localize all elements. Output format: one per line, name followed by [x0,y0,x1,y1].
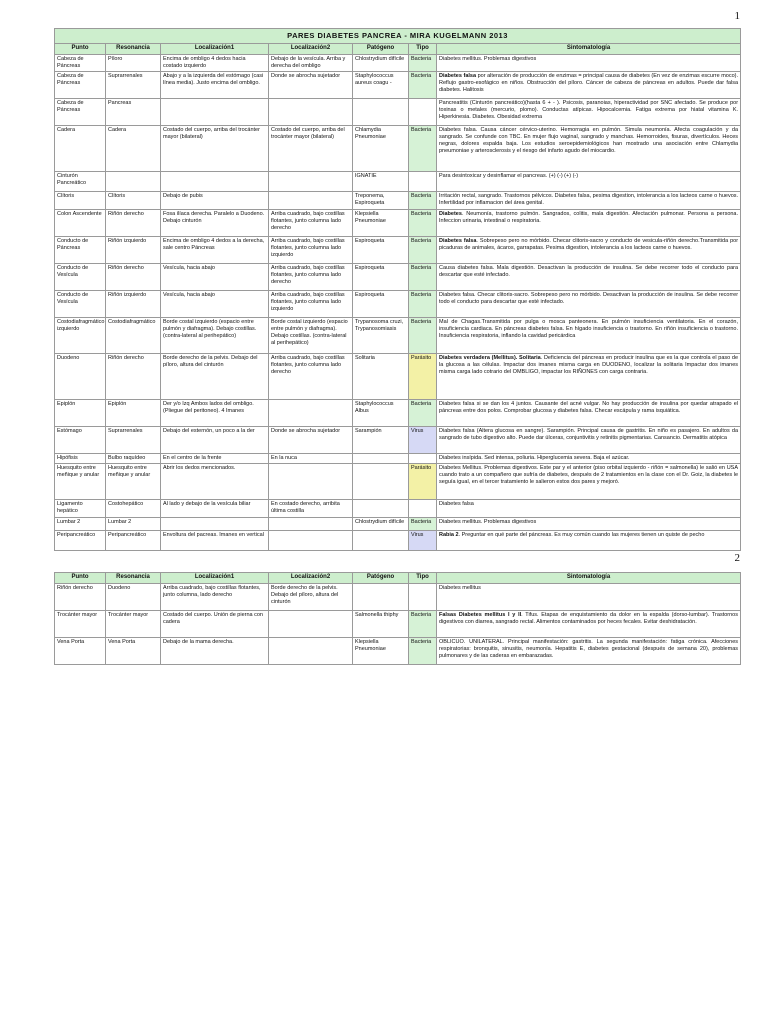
cell-resonancia: Vena Porta [106,637,161,664]
table-title: PARES DIABETES PANCREA - MIRA KUGELMANN 2013 [55,29,741,44]
cell-punto: Colon Ascendente [55,209,106,236]
symptom-bold: Falsas Diabetes mellitus I y II [439,611,522,618]
cell-resonancia: Peripancreático [106,530,161,550]
cell-localizacion2: En costado derecho, arribita última costilla [269,499,353,517]
column-header: Resonancia [106,43,161,54]
column-header: Sintomatología [437,573,741,584]
cell-tipo [409,453,437,463]
cell-localizacion1 [161,98,269,125]
cell-localizacion1 [161,517,269,530]
cell-patogeno: Espiroqueta [353,290,409,317]
cell-localizacion2: Donde se abrocha sujetador [269,426,353,453]
cell-patogeno [353,98,409,125]
cell-sintomatologia [437,209,741,236]
cell-sintomatologia [437,236,741,263]
symptom-text: Pancreatitis (Cinturón pancreático)(hasta 6 + - ). Psicosis, paranoias, hiperactividad por SNC afectado. Se produce por toxinas o metales (mercurio, plomo). Conductas atípicas. Hipocalcemia. Fatiga extrema por hiatal vitamina K. Hiperkinesia. Diabetes. Obesidad extrema [439,99,739,121]
cell-resonancia: Suprarrenales [106,426,161,453]
cell-tipo: Virus [409,426,437,453]
cell-resonancia: Costodiafragmático [106,317,161,353]
header-row [55,43,741,54]
header-row [55,573,741,584]
cell-localizacion1: Debajo del esternón, un poco a la der [161,426,269,453]
cell-resonancia: Bulbo raquídeo [106,453,161,463]
symptom-text: . Tifus. Etapas de enquistamiento da dolor en la espalda (dorso-lumbar). Trastornos digestivos con diarrea, sangrado rectal. Alimentos contaminados por heces fecales. Evitar deshidratación. [439,611,738,625]
cell-localizacion1: Encima de ombligo 4 dedos hacia costado izquierdo [161,54,269,71]
cell-tipo [409,171,437,191]
cell-localizacion2 [269,610,353,637]
symptom-bold: Rabia 2 [439,531,459,538]
cell-sintomatologia [437,98,741,125]
cell-resonancia: Duodeno [106,583,161,610]
cell-resonancia: Cadera [106,125,161,171]
cell-tipo: Bacteria [409,290,437,317]
cell-localizacion2: Arriba cuadrado, bajo costillas flotantes, junto columna lado derecho [269,353,353,399]
cell-resonancia: Riñón derecho [106,209,161,236]
cell-tipo: Bacteria [409,191,437,209]
cell-resonancia: Lumbar 2 [106,517,161,530]
table-row [55,637,741,664]
cell-localizacion1: Borde costal izquierdo (espacio entre pulmón y diafragma). Debajo costillas. (contra-lateral al perihepático) [161,317,269,353]
cell-localizacion1: Borde derecho de la pelvis. Debajo del píloro, altura del cinturón [161,353,269,399]
cell-localizacion1: Debajo de pubis [161,191,269,209]
cell-punto: Epiplón [55,399,106,426]
column-header: Localización1 [161,573,269,584]
cell-tipo: Virus [409,530,437,550]
table-row [55,290,741,317]
cell-tipo: Parásito [409,463,437,499]
cell-resonancia: Epiplón [106,399,161,426]
cell-localizacion2: Arriba cuadrado, bajo costillas flotantes, junto columna lado izquierdo [269,236,353,263]
cell-sintomatologia [437,453,741,463]
cell-tipo: Bacteria [409,610,437,637]
column-header: Resonancia [106,573,161,584]
column-header: Patógeno [353,43,409,54]
symptom-text: Diabetes mellitus. Problemas digestivos [439,518,537,525]
symptom-text: . Sobrepeso pero no mórbido. Checar clitoris-sacro y conducto de vesicula-riñón derecho.Transmitida por picaduras de animales, ácaros, garrapatas. Pesima digestion, intolerancia a los lacteos carne o huevos. [439,237,739,251]
cell-localizacion1: Fosa ilíaca derecha. Paralelo a Duodeno. Debajo cinturón [161,209,269,236]
cell-localizacion1: Al lado y debajo de la vesícula biliar [161,499,269,517]
cell-tipo: Parásito [409,353,437,399]
table-row [55,263,741,290]
cell-punto: Vena Porta [55,637,106,664]
symptom-text: Diabetes insípida. Sed intensa, poliuria. Hiperglucemia severa. Baja el azúcar. [439,454,630,461]
cell-localizacion2: Arriba cuadrado, bajo costillas flotantes, junto columna lado derecho [269,263,353,290]
cell-sintomatologia [437,499,741,517]
column-header: Tipo [409,573,437,584]
cell-localizacion1: Arriba cuadrado, bajo costillas flotantes, junto columna, lado derecho [161,583,269,610]
cell-resonancia: Pancreas [106,98,161,125]
cell-sintomatologia [437,191,741,209]
cell-sintomatologia [437,399,741,426]
cell-patogeno: Solitaria [353,353,409,399]
cell-localizacion1 [161,171,269,191]
column-header: Localización2 [269,573,353,584]
cell-punto: Cadera [55,125,106,171]
cell-patogeno: Chlostrydium difícile [353,517,409,530]
cell-localizacion2: Arriba cuadrado, bajo costillas flotantes, junto columna lado derecho [269,209,353,236]
symptom-text: Diabetes Mellitus. Problemas digestivos. Este par y el anterior (piso orbital izquierdo - riñón = salmonella) le salió en USA cuando trato a un compañero que sufría de diabetes, después de 2 tratamientos en la clase con el Dr. Goiz, la diabetes le seguía igual, en el tercer tratamiento le salieron estos dos pares y mejoró. [439,464,739,486]
table-row [55,399,741,426]
cell-tipo: Bacteria [409,399,437,426]
cell-patogeno: IGNATIE [353,171,409,191]
symptom-text: Para desintoxicar y desinflamar el pancreas. (+) (-) (+) (-) [439,172,579,179]
cell-tipo: Bacteria [409,263,437,290]
symptom-text: . Preguntar en qué parte del páncreas. Es muy común cuando las mujeres tienen un quiste de pecho [458,531,705,538]
cell-localizacion2: Debajo de la vesícula. Arriba y derecha del ombligo [269,54,353,71]
cell-punto: Conducto de Vesícula [55,290,106,317]
symptom-bold: Diabetes [439,210,462,217]
cell-resonancia: Píloro [106,54,161,71]
cell-sintomatologia [437,517,741,530]
cell-localizacion2 [269,98,353,125]
cell-tipo: Bacteria [409,209,437,236]
cell-patogeno: Espiroqueta [353,236,409,263]
column-header: Localización1 [161,43,269,54]
cell-sintomatologia [437,171,741,191]
cell-tipo: Bacteria [409,236,437,263]
cell-punto: Conducto de Vesícula [55,263,106,290]
table-row [55,209,741,236]
cell-resonancia: Costohepático [106,499,161,517]
diabetes-pairs-table-page1 [54,28,741,551]
cell-punto: Cabeza de Páncreas [55,71,106,98]
cell-localizacion2 [269,399,353,426]
column-header: Punto [55,43,106,54]
cell-sintomatologia [437,583,741,610]
cell-sintomatologia [437,317,741,353]
symptom-text: por alteración de producción de enzimas = principal causa de diabetes (En vez de enzimas escurre moco). Reflujo gastro-esofágico en niños. Obstrucción del píloro. Cáncer de cabeza de páncreas en adultos. Puede dar falsa diabetes. Halitosis [439,72,739,94]
symptom-bold: Diabetes falsa [439,237,477,244]
cell-punto: Ligamento hepático [55,499,106,517]
cell-patogeno: Trypanosoma cruzi, Trypanosomiasis [353,317,409,353]
cell-tipo: Bacteria [409,317,437,353]
cell-tipo: Bacteria [409,71,437,98]
symptom-text: Irritación rectal, sangrado. Trastornos pélvicos. Diabetes falsa, pesima digestion, intolerancia a los lacteos carne o huevos. Infertilidad por inflamacion del área genital. [439,192,739,206]
page-number-1: 1 [734,10,740,22]
cell-patogeno [353,499,409,517]
cell-localizacion2 [269,463,353,499]
cell-localizacion2: Donde se abrocha sujetador [269,71,353,98]
symptom-text: Mal de Chagas.Transmitida por pulga o mosca panteonera. En pulmón insuficiencia ventilatoria. En el corazón, insuficiencia cardiaca. En páncreas diabetes falsa. En hígado insuficiencia o trastorno. En riñón insuficiencia o trastorno. Insuficiencia respiratoria, inflando la cavidad pericárdica [439,318,739,340]
cell-resonancia: Riñón derecho [106,263,161,290]
cell-localizacion2 [269,191,353,209]
table-row [55,71,741,98]
cell-sintomatologia [437,637,741,664]
cell-localizacion2: Costado del cuerpo, arriba del trocánter mayor (bilateral) [269,125,353,171]
symptom-text: Diabetes falsa. Checar clitoris-sacro. Sobrepeso pero no mórbido. Desactivan la producción de insulina. Se debe recorrer todo el conducto para descartar que esté infectado. [439,291,739,305]
cell-localizacion1: Der y/o Izq Ambos lados del ombligo. (Pliegue del peritoneo). 4 Imanes [161,399,269,426]
cell-patogeno [353,463,409,499]
cell-punto: Hipófisis [55,453,106,463]
cell-localizacion1: En el centro de la frente [161,453,269,463]
cell-punto: Clítoris [55,191,106,209]
diabetes-pairs-table-page2 [54,572,741,665]
cell-patogeno: Treponema, Espiroqueta [353,191,409,209]
cell-patogeno [353,530,409,550]
cell-punto: Huesquito entre meñique y anular [55,463,106,499]
cell-punto: Trocánter mayor [55,610,106,637]
table-row [55,171,741,191]
cell-resonancia: Clítoris [106,191,161,209]
cell-punto: Conducto de Páncreas [55,236,106,263]
table-row [55,236,741,263]
cell-sintomatologia [437,530,741,550]
symptom-bold: Diabetes falsa [439,72,477,79]
cell-punto: Duodeno [55,353,106,399]
cell-punto: Peripancreático [55,530,106,550]
cell-sintomatologia [437,353,741,399]
cell-localizacion1: Encima de ombligo 4 dedos a la derecha, sale centro Páncreas [161,236,269,263]
cell-patogeno: Klepsiella Pneumoniae [353,209,409,236]
table-row [55,517,741,530]
cell-patogeno [353,583,409,610]
table-row [55,191,741,209]
cell-localizacion1: Costado del cuerpo. Unión de pierna con cadera [161,610,269,637]
symptom-text: Causa diabetes falsa. Mala digestión. Desactivan la producción de insulina. Se debe recorrer todo el conducto para descartar que esté infectado. [439,264,739,278]
symptom-text: Diabetes falsa (Altera glucosa en sangre). Sarampión. Principal causa de gastritis. En niño es pasajero. En adultos da sangrado de tubo digestivo alto. Puede dar úlceras, conjuntivitis y retinitis pigmentarias. Cansancio. Dermatitis atópica [439,427,739,441]
column-header: Tipo [409,43,437,54]
cell-punto: Costodiafragmático izquierdo [55,317,106,353]
table-row [55,530,741,550]
cell-resonancia: Riñón derecho [106,353,161,399]
table-row [55,98,741,125]
symptom-text: Diabetes falsa si se dan los 4 juntos. Causante del acné vulgar. No hay producción de insulina por quedar atrapado el páncreas entre dos polos. Comprobar glucosa y diabetes falsa. Checar escápula y rama isquiática. [439,400,739,414]
table-row [55,453,741,463]
cell-localizacion1: Costado del cuerpo, arriba del trocánter mayor (bilateral) [161,125,269,171]
symptom-text: . Neumonía, trastorno pulmón. Sangrados, colitis, mala digestión. Afectación pulmonar. Persona a persona. Infeccion urinaria, intestinal o respiratoria. [439,210,739,224]
cell-localizacion1: Abajo y a la izquierda del estómago (casi línea media). Justo encima del ombligo. [161,71,269,98]
table-row [55,463,741,499]
cell-punto: Estómago [55,426,106,453]
table-row [55,610,741,637]
cell-resonancia: Suprarrenales [106,71,161,98]
symptom-text: Diabetes falsa. Causa cáncer cérvico-uterino. Hemorragia en pulmón. Simula neumonía. Afecta coagulación y da sangrado. Se confunde con TBC. En mujer flujo vaginal, sangrado y manchas. Hemorroides, fisuras, divertículos. Heces negras, dolores espalda baja. Los estudios seroepidemiológicos han mostrado una asociación entre Chlamydia pneumoniae y arterosclerosis y el riesgo del infarto agudo del miocardio. [439,126,739,155]
cell-localizacion2: Borde costal izquierdo (espacio entre pulmón y diafragma). Debajo costillas. (contra-lateral al perihepático) [269,317,353,353]
cell-resonancia [106,171,161,191]
cell-sintomatologia [437,71,741,98]
cell-localizacion2 [269,530,353,550]
cell-localizacion1: Envoltura del pacreas. Imanes en vertical [161,530,269,550]
cell-punto: Cinturón Pancreático [55,171,106,191]
cell-resonancia: Huesquito entre meñique y anular [106,463,161,499]
cell-patogeno: Sarampión [353,426,409,453]
cell-tipo: Bacteria [409,54,437,71]
cell-localizacion1: Vesícula, hacia abajo [161,263,269,290]
column-header: Punto [55,573,106,584]
cell-patogeno: Chlamydia Pneumoniae [353,125,409,171]
symptom-bold: Diabetes verdadera (Mellitus). Solitaria [439,354,541,361]
cell-patogeno: Espiroqueta [353,263,409,290]
cell-sintomatologia [437,426,741,453]
table-title-row [55,29,741,44]
table-row [55,125,741,171]
symptom-text: Diabetes mellitus. Problemas digestivos [439,55,537,62]
cell-patogeno: Staphylococcus Albus [353,399,409,426]
cell-patogeno: Chlostrydium difícile [353,54,409,71]
symptom-text: . Deficiencia del páncreas en producir insulina que es la que controla el paso de la glucosa a las células. Impactar dos imanes misma carga en DUODENO, localizar la solitaria Impactar dos imanes misma carga lado cotrario del OMBLIGO, impactar los RIÑONES con carga contraria. [439,354,739,376]
page-number-2: 2 [734,552,740,564]
cell-localizacion2 [269,637,353,664]
cell-tipo: Bacteria [409,637,437,664]
cell-localizacion2: Arriba cuadrado, bajo costillas flotantes, junto columna lado izquierdo [269,290,353,317]
table-row [55,426,741,453]
table-row [55,583,741,610]
column-header: Localización2 [269,43,353,54]
cell-resonancia: Trocánter mayor [106,610,161,637]
cell-resonancia: Riñón izquierdo [106,290,161,317]
cell-punto: Lumbar 2 [55,517,106,530]
cell-tipo: Bacteria [409,517,437,530]
cell-punto: Riñón derecho [55,583,106,610]
table-row [55,54,741,71]
table-row [55,499,741,517]
cell-patogeno [353,453,409,463]
cell-localizacion1: Debajo de la mama derecha. [161,637,269,664]
cell-sintomatologia [437,54,741,71]
cell-localizacion1: Vesícula, hacia abajo [161,290,269,317]
cell-localizacion2: En la nuca [269,453,353,463]
cell-sintomatologia [437,463,741,499]
cell-patogeno: Klepsiella Pneumoniae [353,637,409,664]
cell-patogeno: Salmonella thiphy [353,610,409,637]
cell-tipo [409,499,437,517]
cell-punto: Cabeza de Páncreas [55,98,106,125]
symptom-text: Diabetes mellitus [439,584,481,591]
symptom-text: Diabetes falsa [439,500,474,507]
cell-resonancia: Riñón izquierdo [106,236,161,263]
cell-punto: Cabeza de Páncreas [55,54,106,71]
cell-localizacion2: Borde derecho de la pelvis. Debajo del píloro, altura del cinturón [269,583,353,610]
cell-tipo: Bacteria [409,125,437,171]
cell-sintomatologia [437,263,741,290]
cell-sintomatologia [437,610,741,637]
cell-patogeno: Staphylococcus aureus coagu - [353,71,409,98]
cell-tipo [409,98,437,125]
cell-sintomatologia [437,125,741,171]
symptom-text: OBLICUO. UNILATERAL. Principal manifestación: gastritis. La segunda manifestación: fatiga crónica. Afecciones respiratorias: bronquitis, sinusitis, neumonía. Hepatitis E, diabetes gestacional (después de semana 20), problemas pulmonares y de las caderas en embarazadas. [439,638,738,660]
cell-tipo [409,583,437,610]
cell-sintomatologia [437,290,741,317]
table-row [55,353,741,399]
table-row [55,317,741,353]
cell-localizacion2 [269,171,353,191]
column-header: Sintomatología [437,43,741,54]
cell-localizacion1: Abrir los dedos mencionados. [161,463,269,499]
column-header: Patógeno [353,573,409,584]
cell-localizacion2 [269,517,353,530]
